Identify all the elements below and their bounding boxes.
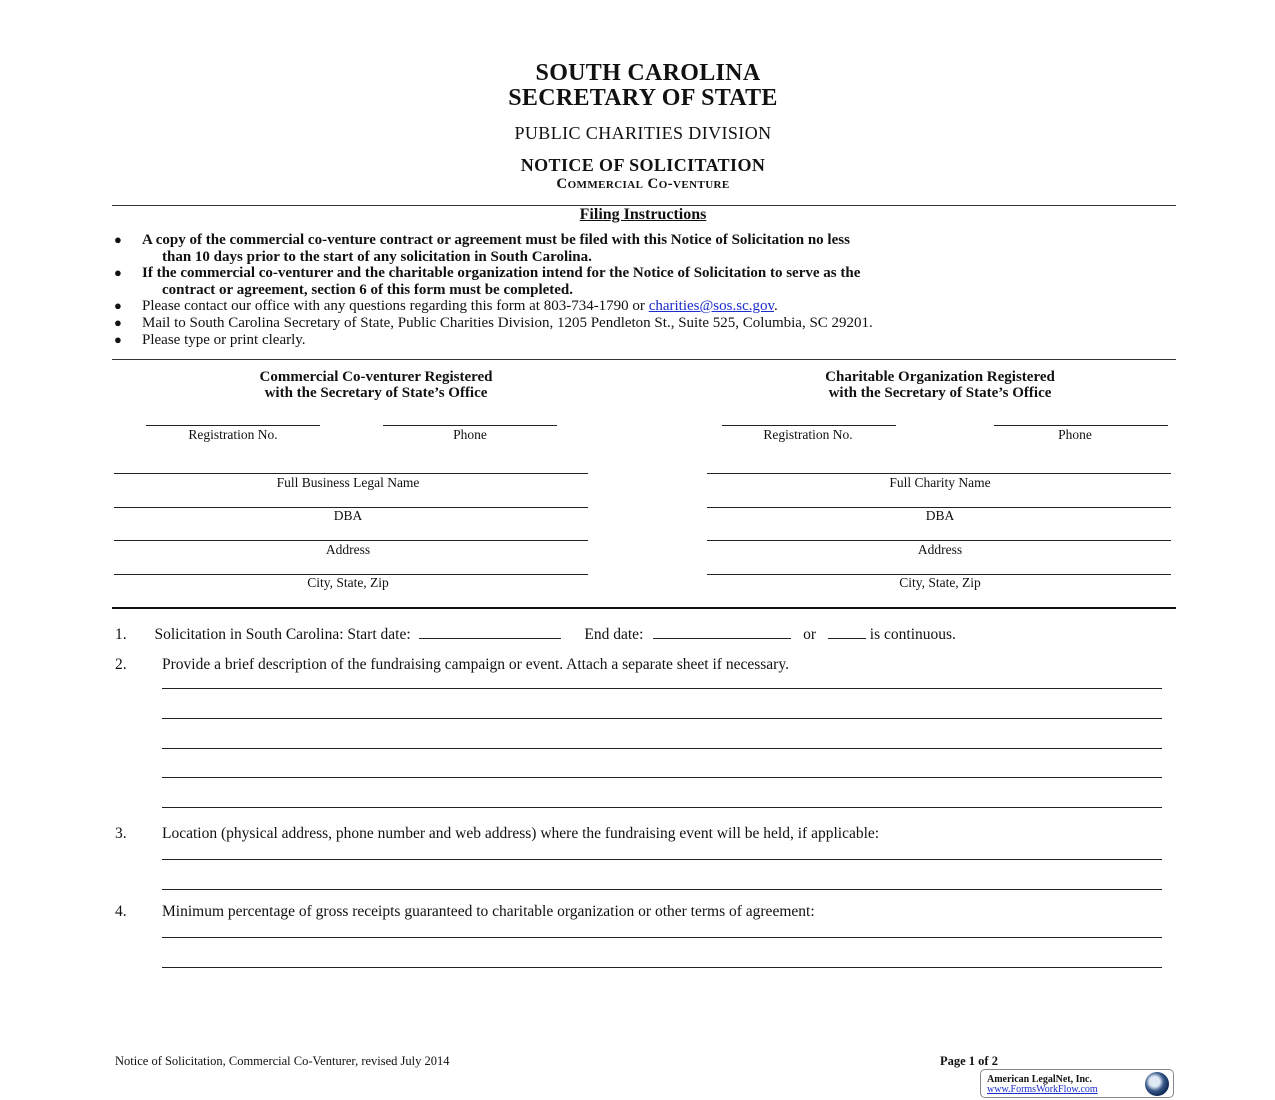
description-field-line[interactable] (162, 718, 1162, 719)
question-3 (115, 825, 880, 843)
field-label: DBA (925, 508, 955, 523)
question-number: 2. (115, 656, 127, 673)
co-venturer-registration-field[interactable] (146, 425, 320, 426)
instruction-text: . (774, 298, 778, 314)
logo-name: American LegalNet, Inc. (987, 1074, 1092, 1085)
field-label: DBA (333, 508, 363, 523)
description-field-line[interactable] (162, 748, 1162, 749)
or-label: or (803, 626, 817, 643)
charity-heading (825, 369, 1055, 401)
field-label: City, State, Zip (307, 575, 389, 590)
division-title: PUBLIC CHARITIES DIVISION (514, 123, 772, 143)
start-date-label: Solicitation in South Carolina: Start date: (154, 626, 411, 643)
form-revision: Notice of Solicitation, Commercial Co-Venturer, revised July 2014 (115, 1054, 450, 1068)
field-label: Address (325, 542, 371, 557)
bullet-icon: ● (114, 232, 122, 247)
instructions-heading: Filing Instructions (579, 206, 707, 223)
co-venturer-heading (260, 369, 493, 401)
heading-line: Charitable Organization Registered (825, 369, 1055, 385)
bullet-icon: ● (114, 298, 122, 313)
logo-url-link[interactable]: www.FormsWorkFlow.com (987, 1084, 1098, 1095)
charity-address-field[interactable] (707, 540, 1171, 541)
divider (112, 359, 1176, 360)
location-field-line[interactable] (162, 859, 1162, 860)
bullet-icon: ● (114, 332, 122, 347)
instruction-text: A copy of the commercial co-venture contract or agreement must be filed with this Notice of Solicitation no less (142, 232, 850, 248)
end-date-field[interactable] (653, 626, 791, 639)
question-2 (115, 656, 789, 674)
field-label: Phone (453, 427, 487, 442)
description-field-line[interactable] (162, 777, 1162, 778)
form-title: NOTICE OF SOLICITATION (520, 155, 766, 175)
bullet-icon: ● (114, 265, 122, 280)
field-label: Phone (1058, 427, 1092, 442)
terms-field-line[interactable] (162, 937, 1162, 938)
description-field-line[interactable] (162, 807, 1162, 808)
field-label: Address (917, 542, 963, 557)
state-title: SOUTH CAROLINA (535, 60, 761, 86)
instruction-text: contract or agreement, section 6 of this form must be completed. (162, 281, 574, 298)
question-number: 4. (115, 903, 127, 920)
co-venturer-name-field[interactable] (114, 473, 588, 474)
question-text: Minimum percentage of gross receipts guaranteed to charitable organization or other terms of agreement: (162, 903, 815, 920)
charity-name-field[interactable] (707, 473, 1171, 474)
bullet-icon: ● (114, 315, 122, 330)
instruction-text: Please type or print clearly. (142, 332, 306, 348)
continuous-field[interactable] (828, 626, 866, 639)
description-field-line[interactable] (162, 688, 1162, 689)
heading-line: Commercial Co-venturer Registered (259, 369, 493, 385)
instruction-text: If the commercial co-venturer and the charitable organization intend for the Notice of Solicitation to serve as the (142, 265, 861, 281)
question-number: 1. (115, 626, 127, 643)
instruction-text: Mail to South Carolina Secretary of State, Public Charities Division, 1205 Pendleton St., Suite 525, Columbia, SC 29201. (142, 315, 873, 331)
heading-line: with the Secretary of State’s Office (828, 385, 1052, 401)
office-title: SECRETARY OF STATE (508, 85, 778, 111)
field-label: Full Business Legal Name (276, 475, 420, 490)
question-text: Provide a brief description of the fundraising campaign or event. Attach a separate sheet if necessary. (162, 656, 789, 673)
heading-line: with the Secretary of State’s Office (264, 385, 488, 401)
email-link[interactable]: charities@sos.sc.gov (648, 298, 775, 314)
instruction-text: than 10 days prior to the start of any solicitation in South Carolina. (162, 248, 592, 265)
field-label: Full Charity Name (889, 475, 991, 490)
location-field-line[interactable] (162, 889, 1162, 890)
co-venturer-address-field[interactable] (114, 540, 588, 541)
start-date-field[interactable] (419, 626, 561, 639)
field-label: Registration No. (188, 427, 278, 442)
question-text: Location (physical address, phone number and web address) where the fundraising event will be held, if applicable: (162, 825, 880, 842)
question-number: 3. (115, 825, 127, 842)
section-divider (112, 607, 1176, 609)
field-label: City, State, Zip (899, 575, 981, 590)
globe-icon (1145, 1072, 1169, 1096)
terms-field-line[interactable] (162, 967, 1162, 968)
americanlegalnet-logo[interactable] (980, 1069, 1174, 1098)
charity-registration-field[interactable] (722, 425, 896, 426)
question-1 (115, 626, 956, 644)
co-venturer-phone-field[interactable] (383, 425, 557, 426)
page-number: Page 1 of 2 (940, 1054, 998, 1068)
form-subtitle: Commercial Co-venture (556, 176, 730, 192)
continuous-label: is continuous. (869, 626, 956, 643)
charity-phone-field[interactable] (994, 425, 1168, 426)
end-date-label: End date: (584, 626, 644, 643)
question-4 (115, 903, 815, 921)
field-label: Registration No. (763, 427, 853, 442)
instruction-text: Please contact our office with any questions regarding this form at 803-734-1790 or (142, 298, 649, 314)
